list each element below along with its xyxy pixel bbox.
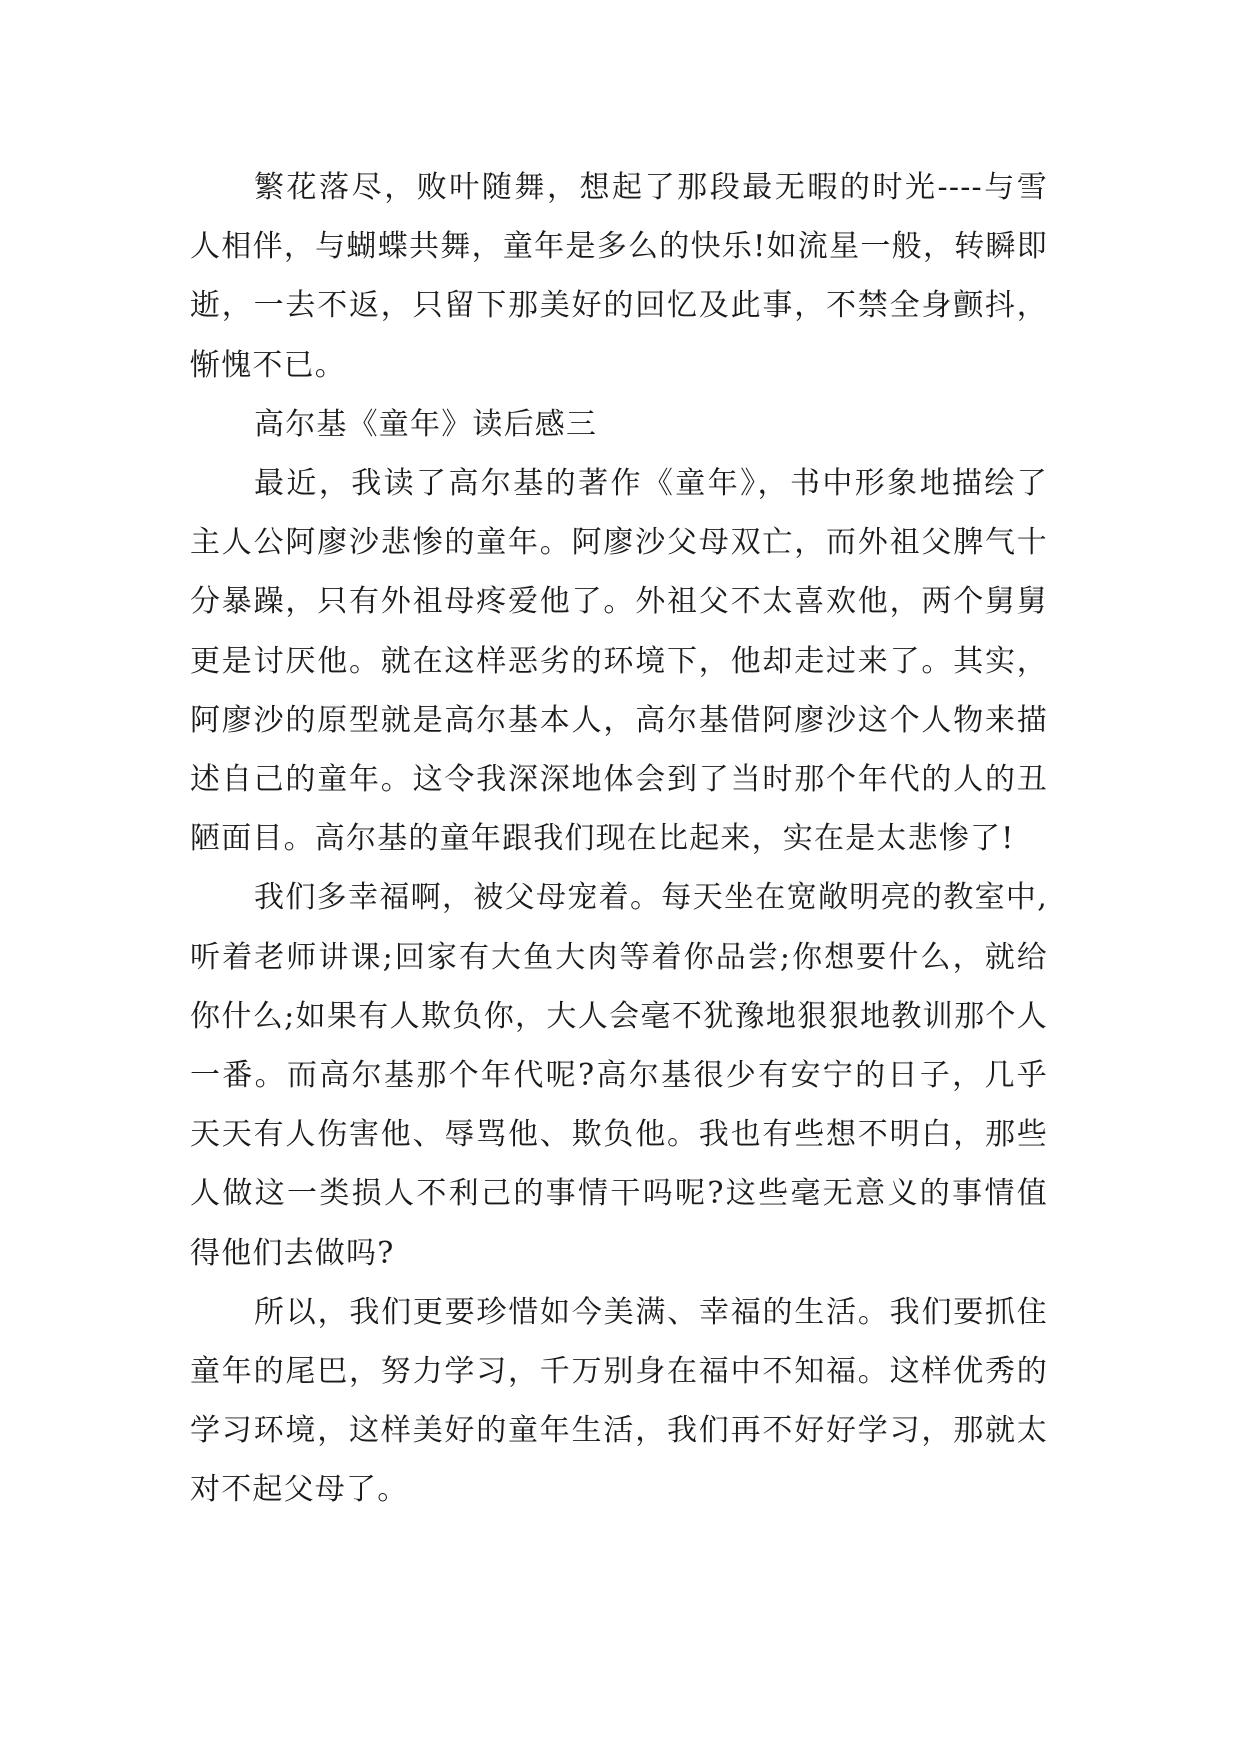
section-heading: 高尔基《童年》读后感三	[254, 406, 598, 442]
paragraph-book-summary: 最近，我读了高尔基的著作《童年》，书中形象地描绘了主人公阿廖沙悲惨的童年。阿廖沙父母双亡，而外祖父脾气十分暴躁，只有外祖母疼爱他了。外祖父不太喜欢他，两个舅舅更是讨厌他。就在这样恶劣的环境下，他却走过来了。其实，阿廖沙的原型就是高尔基本人，高尔基借阿廖沙这个人物来描述自己的童年。这令我深深地体会到了当时那个年代的人的丑陋面目。高尔基的童年跟我们现在比起来，实在是太悲惨了!	[190, 466, 1048, 857]
paragraph-conclusion: 所以，我们更要珍惜如今美满、幸福的生活。我们要抓住童年的尾巴，努力学习，千万别身在福中不知福。这样优秀的学习环境，这样美好的童年生活，我们再不好好学习，那就太对不起父母了。	[190, 1294, 1048, 1508]
paragraph-recollection: 繁花落尽，败叶随舞，想起了那段最无暇的时光----与雪人相伴，与蝴蝶共舞，童年是多么的快乐!如流星一般，转瞬即逝，一去不返，只留下那美好的回忆及此事，不禁全身颤抖，惭愧不已。	[190, 170, 1048, 383]
document-body	[190, 158, 1048, 1520]
paragraph-comparison: 我们多幸福啊，被父母宠着。每天坐在宽敞明亮的教室中,听着老师讲课;回家有大鱼大肉等着你品尝;你想要什么，就给你什么;如果有人欺负你，大人会毫不犹豫地狠狠地教训那个人一番。而高尔基那个年代呢?高尔基很少有安宁的日子，几乎天天有人伤害他、辱骂他、欺负他。我也有些想不明白，那些人做这一类损人不利己的事情干吗呢?这些毫无意义的事情值得他们去做吗?	[190, 880, 1048, 1271]
